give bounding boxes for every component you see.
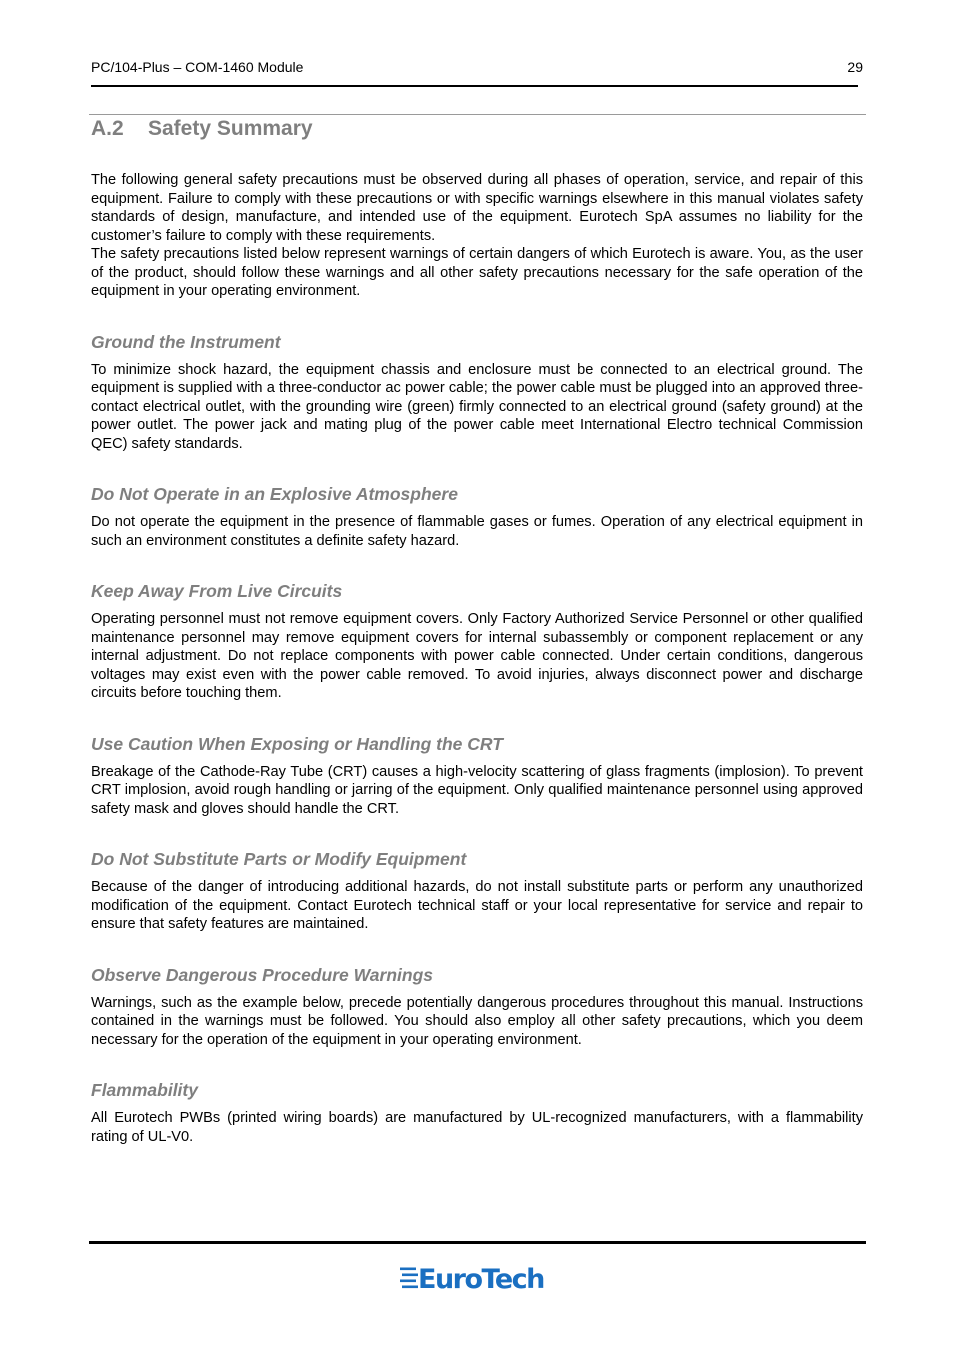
page-number: 29 xyxy=(847,59,863,75)
logo-line xyxy=(400,1268,416,1271)
eurotech-logo xyxy=(400,1261,556,1295)
logo-wordmark: EuroTech xyxy=(418,1264,544,1295)
intro-paragraph-1: The following general safety precautions must be observed during all phases of operation, service, and repair of this equipment. Failure to comply with these precautions or with specific warnings elsewhere in this manual violates safety standards of design, manufacture, and intended use of the equipment. Eurotech SpA assumes no liability for the customer’s failure to comply with these requirements. xyxy=(91,172,863,244)
subsection-text-live-circuits: Operating personnel must not remove equipment covers. Only Factory Authorized Service Personnel or other qualified maintenance personnel may remove equipment covers for internal subassembly or component replacement or any internal adjustment. Do not replace components with power cable connected. Under certain conditions, dangerous voltages may exist even with the power cable removed. To avoid injuries, always disconnect power and discharge circuits before touching them. xyxy=(91,611,863,701)
subsection-text-substitute-parts: Because of the danger of introducing additional hazards, do not install substitute parts or perform any unauthorized modification of the equipment. Contact Eurotech technical staff or your local representative for service and repair to ensure that safety features are maintained. xyxy=(91,879,863,932)
logo-line xyxy=(402,1286,418,1289)
subsection-heading-procedure-warnings: Observe Dangerous Procedure Warnings xyxy=(91,964,434,985)
subsection-heading-flammability: Flammability xyxy=(91,1080,198,1100)
subsection-text-explosive: Do not operate the equipment in the presence of flammable gases or fumes. Operation of any electrical equipment in such an environment constitutes a definite safety hazard. xyxy=(91,514,863,549)
logo-line xyxy=(402,1274,418,1277)
footer-rule xyxy=(89,1241,866,1244)
logo-lines-icon xyxy=(400,1268,418,1289)
header-rule xyxy=(91,85,858,87)
section-number: A.2 xyxy=(91,117,124,140)
page-content xyxy=(91,171,863,1146)
subsection-text-procedure-warnings: Warnings, such as the example below, precede potentially dangerous procedures throughout this manual. Instructions contained in the warnings must be followed. You should also employ all other safety precautions, which you deem necessary for the operation of the equipment in your operating environment. xyxy=(91,994,863,1048)
section-rule xyxy=(89,114,866,115)
subsection-text-ground: To minimize shock hazard, the equipment chassis and enclosure must be connected to an electrical ground. The equipment is supplied with a three-conductor ac power cable; the power cable must be plugged into an approved three-contact electrical outlet, with the grounding wire (green) firmly connected to an electrical ground (safety ground) at the power outlet. The power jack and mating plug of the power cable meet International Electro technical Commission QEC) safety standards. xyxy=(91,361,863,452)
section-title: Safety Summary xyxy=(148,117,313,140)
logo-line xyxy=(400,1280,416,1283)
subsection-text-crt: Breakage of the Cathode-Ray Tube (CRT) causes a high-velocity scattering of glass fragments (implosion). To prevent CRT implosion, avoid rough handling or jarring of the equipment. Only qualified maintenance personnel using approved safety mask and gloves should handle the CRT. xyxy=(91,763,863,817)
subsection-heading-live-circuits: Keep Away From Live Circuits xyxy=(91,581,343,601)
document-title: PC/104-Plus – COM-1460 Module xyxy=(91,59,304,75)
subsection-text-flammability: All Eurotech PWBs (printed wiring boards) are manufactured by UL-recognized manufacturers, with a flammability rating of UL-V0. xyxy=(91,1110,863,1145)
subsection-heading-crt: Use Caution When Exposing or Handling the CRT xyxy=(91,733,503,754)
subsection-heading-explosive: Do Not Operate in an Explosive Atmosphere xyxy=(91,484,458,504)
section-heading xyxy=(91,116,313,142)
intro-paragraph-2: The safety precautions listed below represent warnings of certain dangers of which Eurotech is aware. You, as the user of the product, should follow these warnings and all other safety precautions necessary for the safe operation of the equipment in your operating environment. xyxy=(91,246,863,299)
subsection-heading-substitute-parts: Do Not Substitute Parts or Modify Equipment xyxy=(91,849,467,869)
page-header xyxy=(91,58,863,78)
subsection-heading-ground: Ground the Instrument xyxy=(91,331,281,352)
